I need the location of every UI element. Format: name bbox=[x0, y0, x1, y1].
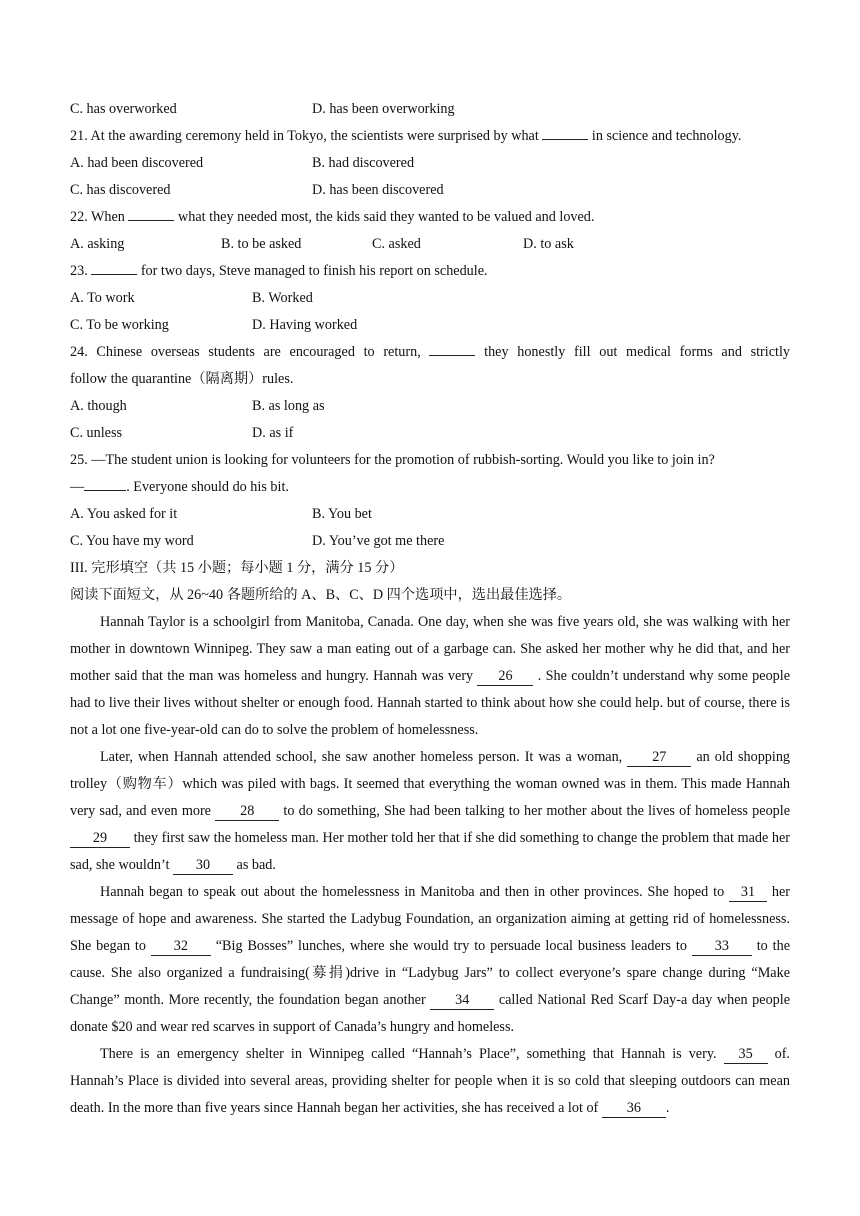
q20-option-d[interactable]: D. has been overworking bbox=[312, 101, 455, 117]
q25-options-row1 bbox=[70, 501, 790, 528]
passage-text: an old shopping trolley（购物车）which was piled with bags. It seemed that everything the woman owned was in them. This made Hannah very sad, and even more bbox=[70, 749, 791, 819]
q22-stem-pre: 22. When bbox=[70, 209, 129, 225]
q25-option-d[interactable]: D. You’ve got me there bbox=[312, 533, 445, 549]
q22-option-c[interactable]: C. asked bbox=[372, 236, 421, 252]
q22-option-b[interactable]: B. to be asked bbox=[221, 236, 302, 252]
passage-text: Hannah Taylor is a schoolgirl from Manitoba, Canada. One day, when she was five years old, she was walking with her mother in downtown Winnipeg. They saw a man eating out of a garbage can. She asked her mother why he did that, and her mother said that the man was homeless and hungry. Hannah was very bbox=[70, 614, 790, 684]
q24-blank bbox=[429, 341, 475, 356]
q21-options-row2 bbox=[70, 177, 790, 204]
q25-stem-line2 bbox=[70, 474, 790, 501]
blank-26[interactable]: 26 bbox=[477, 667, 533, 686]
q21-option-a[interactable]: A. had been discovered bbox=[70, 155, 204, 171]
q24-stem-line1 bbox=[70, 339, 790, 366]
q22-option-a[interactable]: A. asking bbox=[70, 236, 125, 252]
exam-content bbox=[70, 96, 790, 1122]
q23-options-row2 bbox=[70, 312, 790, 339]
q24-option-d[interactable]: D. as if bbox=[252, 425, 294, 441]
q22-option-d[interactable]: D. to ask bbox=[523, 236, 574, 252]
passage-text: “Big Bosses” lunches, where she would try to persuade local business leaders to bbox=[210, 938, 692, 954]
passage-paragraph-2 bbox=[70, 744, 790, 879]
q23-option-a[interactable]: A. To work bbox=[70, 290, 135, 306]
q23-blank bbox=[91, 260, 137, 275]
q25-option-b[interactable]: B. You bet bbox=[312, 506, 372, 522]
q24-stem-pre: 24. Chinese overseas students are encouraged to return, bbox=[70, 344, 421, 360]
blank-31[interactable]: 31 bbox=[729, 883, 767, 902]
q24-option-b[interactable]: B. as long as bbox=[252, 398, 325, 414]
q23-stem-pre: 23. bbox=[70, 263, 92, 279]
q24-stem-line2: follow the quarantine（隔离期）rules. bbox=[70, 371, 294, 387]
blank-28[interactable]: 28 bbox=[215, 802, 279, 821]
q25-stem-post: . Everyone should do his bit. bbox=[126, 479, 289, 495]
blank-34[interactable]: 34 bbox=[430, 991, 494, 1010]
passage-text: of. Hannah’s Place is divided into several areas, providing shelter for people when it is so cold that sleeping outdoors can mean death. In the more than five years since Hannah began her activities, she has received a lot of bbox=[70, 1046, 790, 1116]
q20-option-c[interactable]: C. has overworked bbox=[70, 101, 177, 117]
q25-stem-line1: 25. —The student union is looking for volunteers for the promotion of rubbish-sorting. Would you like to join in? bbox=[70, 452, 715, 468]
passage-text: called National Red Scarf Day-a day when people donate $20 and wear red scarves in support of Canada’s hungry and homeless. bbox=[70, 992, 790, 1035]
passage-text: her message of hope and awareness. She started the Ladybug Foundation, an organization aiming at getting rid of homelessness. She began to bbox=[70, 884, 790, 954]
passage-paragraph-1 bbox=[70, 609, 790, 744]
blank-30[interactable]: 30 bbox=[173, 856, 233, 875]
q25-options-row2 bbox=[70, 528, 790, 555]
passage-paragraph-3 bbox=[70, 879, 790, 1041]
q22-stem-post: what they needed most, the kids said they wanted to be valued and loved. bbox=[174, 209, 595, 225]
q22-stem bbox=[70, 204, 790, 231]
q22-options bbox=[70, 231, 790, 258]
q21-option-d[interactable]: D. has been discovered bbox=[312, 182, 444, 198]
q21-option-b[interactable]: B. had discovered bbox=[312, 155, 415, 171]
passage-text: . She couldn’t understand why some people had to live their lives without shelter or enough food. Hannah started to think about how she could help. but of course, there is not a lot one five-year-old can do to solve the problem of homelessness. bbox=[70, 668, 790, 738]
q24-options-row1 bbox=[70, 393, 790, 420]
passage-text: to the cause. She also organized a fundraising(募捐)drive in “Ladybug Jars” to collect everyone’s spare change during “Make Change” month. More recently, the foundation began another bbox=[70, 938, 790, 1008]
q23-options-row1 bbox=[70, 285, 790, 312]
q24-option-a[interactable]: A. though bbox=[70, 398, 127, 414]
q25-blank bbox=[84, 476, 126, 491]
blank-27[interactable]: 27 bbox=[627, 748, 691, 767]
passage-text: . bbox=[665, 1100, 670, 1116]
q25-option-a[interactable]: A. You asked for it bbox=[70, 506, 178, 522]
q21-options-row1 bbox=[70, 150, 790, 177]
q21-blank bbox=[542, 125, 588, 140]
q24-options-row2 bbox=[70, 420, 790, 447]
q24-stem-post: they honestly fill out medical forms and strictly bbox=[484, 344, 790, 360]
section-instruction: 阅读下面短文，从 26~40 各题所给的 A、B、C、D 四个选项中，选出最佳选择。 bbox=[70, 587, 572, 603]
blank-29[interactable]: 29 bbox=[70, 829, 130, 848]
q22-blank bbox=[128, 206, 174, 221]
section-heading: III. 完形填空（共 15 小题；每小题 1 分，满分 15 分） bbox=[70, 560, 404, 576]
q23-stem-post: for two days, Steve managed to finish his report on schedule. bbox=[137, 263, 488, 279]
passage-text: to do something, She had been talking to her mother about the lives of homeless people bbox=[279, 803, 790, 819]
q25-dash: — bbox=[70, 479, 85, 495]
q21-stem-pre: 21. At the awarding ceremony held in Tokyo, the scientists were surprised by what bbox=[70, 128, 543, 144]
q21-stem bbox=[70, 123, 790, 150]
q23-stem bbox=[70, 258, 790, 285]
blank-35[interactable]: 35 bbox=[724, 1045, 768, 1064]
blank-36[interactable]: 36 bbox=[602, 1099, 666, 1118]
passage-text: Hannah began to speak out about the homelessness in Manitoba and then in other provinces. She hoped to bbox=[100, 884, 730, 900]
passage-text: they first saw the homeless man. Her mother told her that if she did something to change the problem that made her sad, she wouldn’t bbox=[70, 830, 790, 873]
passage-text: Later, when Hannah attended school, she saw another homeless person. It was a woman, bbox=[100, 749, 628, 765]
q23-option-c[interactable]: C. To be working bbox=[70, 317, 169, 333]
blank-32[interactable]: 32 bbox=[151, 937, 211, 956]
q25-option-c[interactable]: C. You have my word bbox=[70, 533, 194, 549]
q24-option-c[interactable]: C. unless bbox=[70, 425, 123, 441]
q21-option-c[interactable]: C. has discovered bbox=[70, 182, 171, 198]
blank-33[interactable]: 33 bbox=[692, 937, 752, 956]
passage-paragraph-4 bbox=[70, 1041, 790, 1122]
q20-options-row2 bbox=[70, 96, 790, 123]
passage-text: There is an emergency shelter in Winnipeg called “Hannah’s Place”, something that Hannah is very. bbox=[100, 1046, 724, 1062]
passage-text: as bad. bbox=[232, 857, 276, 873]
q21-stem-post: in science and technology. bbox=[588, 128, 742, 144]
q23-option-b[interactable]: B. Worked bbox=[252, 290, 313, 306]
q23-option-d[interactable]: D. Having worked bbox=[252, 317, 358, 333]
